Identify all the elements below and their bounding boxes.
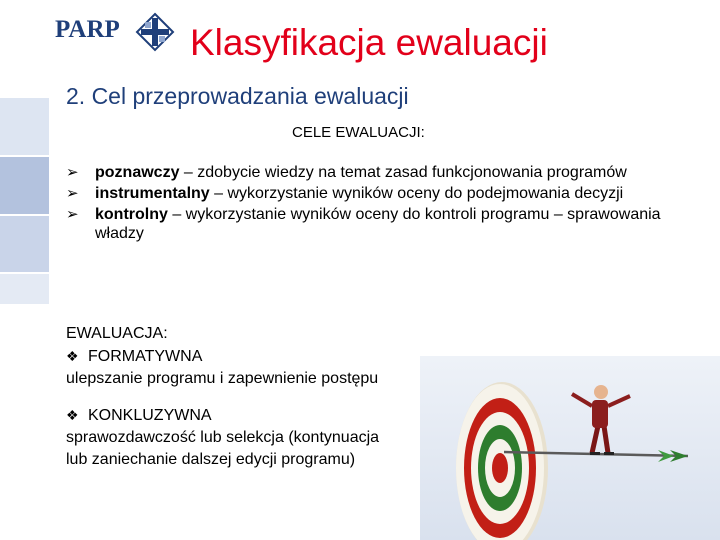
- diamond-bullet-icon: ❖: [66, 348, 79, 364]
- goal-item-poznawczy: [66, 163, 666, 182]
- evaluation-heading: EWALUACJA:: [66, 325, 168, 342]
- goal-term: kontrolny: [95, 206, 168, 223]
- type-description: ulepszanie programu i zapewnienie postępu: [66, 370, 379, 387]
- side-bar-4: [0, 274, 49, 304]
- type-name: KONKLUZYWNA: [88, 407, 212, 424]
- goal-term: poznawczy: [95, 164, 180, 181]
- side-bar-3: [0, 216, 49, 272]
- goal-term: instrumentalny: [95, 185, 210, 202]
- type-description: lub zaniechanie dalszej edycji programu): [66, 451, 356, 468]
- goal-item-kontrolny: [66, 205, 666, 243]
- slide-title: Klasyfikacja ewaluacji: [190, 22, 548, 63]
- arrow-bullet-icon: ➢: [66, 164, 79, 181]
- arrow-bullet-icon: ➢: [66, 185, 79, 202]
- goals-heading: CELE EWALUACJI:: [292, 124, 425, 141]
- side-bar-2: [0, 157, 49, 214]
- logo-text: PARP: [55, 16, 120, 43]
- goal-description: – wykorzystanie wyników oceny do kontroli programu – sprawowania władzy: [95, 206, 661, 242]
- goal-description: – wykorzystanie wyników oceny do podejmowania decyzji: [209, 185, 624, 202]
- goal-item-instrumentalny: [66, 184, 666, 203]
- type-konkluzywna: [66, 404, 379, 427]
- side-bar-1: [0, 98, 49, 155]
- logo-cross-icon: [135, 12, 175, 52]
- evaluation-types: [66, 323, 379, 471]
- type-formatywna: [66, 345, 379, 368]
- parp-logo: [55, 12, 175, 52]
- goal-description: – zdobycie wiedzy na temat zasad funkcjonowania programów: [179, 164, 627, 181]
- slide-subtitle: 2. Cel przeprowadzania ewaluacji: [66, 83, 409, 109]
- type-name: FORMATYWNA: [88, 348, 203, 365]
- arrow-bullet-icon: ➢: [66, 206, 79, 223]
- type-description: sprawozdawczość lub selekcja (kontynuacja: [66, 429, 380, 446]
- diamond-bullet-icon: ❖: [66, 407, 79, 423]
- goals-list: [66, 163, 666, 245]
- target-illustration: [420, 356, 720, 540]
